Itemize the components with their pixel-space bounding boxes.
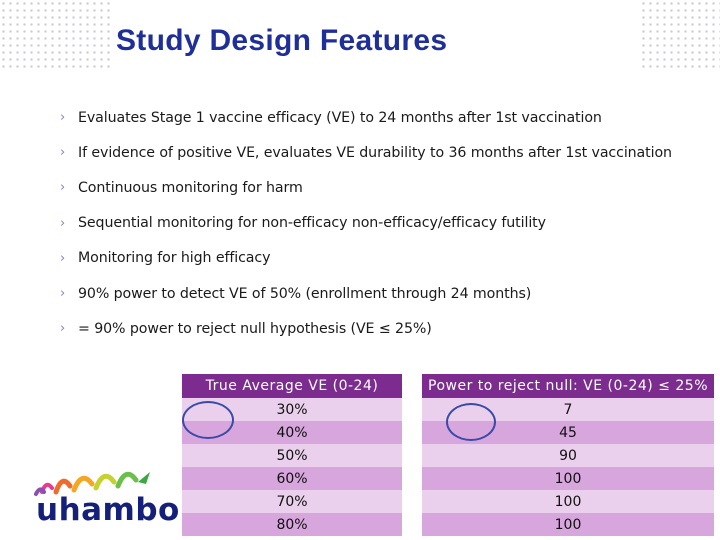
cell-power: 45	[422, 421, 714, 444]
chevron-bullet-icon: ›	[60, 215, 66, 231]
table-header-row	[182, 374, 714, 398]
bullet-list	[60, 100, 710, 346]
power-table	[182, 374, 714, 536]
bullet-item	[60, 206, 710, 241]
chevron-bullet-icon: ›	[60, 110, 66, 126]
cell-power: 100	[422, 513, 714, 536]
decorative-dots-left	[0, 0, 110, 72]
table-row	[182, 467, 714, 490]
bullet-text: Continuous monitoring for harm	[78, 179, 303, 196]
chevron-bullet-icon: ›	[60, 145, 66, 161]
table-row	[182, 444, 714, 467]
highlight-circle-right	[446, 403, 496, 441]
bullet-text: 90% power to detect VE of 50% (enrollment through 24 months)	[78, 285, 532, 302]
bullet-text: Monitoring for high efficacy	[78, 250, 271, 267]
bullet-item	[60, 135, 710, 170]
bullet-item	[60, 100, 710, 135]
cell-power: 90	[422, 444, 714, 467]
slide-title: Study Design Features	[116, 24, 448, 57]
chevron-bullet-icon: ›	[60, 180, 66, 196]
bullet-text: If evidence of positive VE, evaluates VE durability to 36 months after 1st vaccination	[78, 144, 672, 161]
chevron-bullet-icon: ›	[60, 321, 66, 337]
chevron-bullet-icon: ›	[60, 250, 66, 266]
cell-gap	[402, 421, 422, 444]
header-true-average-ve: True Average VE (0-24)	[182, 374, 402, 398]
cell-ve: 60%	[182, 467, 402, 490]
cell-power: 7	[422, 398, 714, 421]
cell-gap	[402, 490, 422, 513]
cell-gap	[402, 444, 422, 467]
bullet-text: = 90% power to reject null hypothesis (VE ≤ 25%)	[78, 320, 432, 337]
bullet-item	[60, 170, 710, 205]
decorative-dots-right	[640, 0, 720, 72]
header-power: Power to reject null: VE (0-24) ≤ 25%	[422, 374, 714, 398]
cell-ve: 70%	[182, 490, 402, 513]
cell-ve: 30%	[182, 398, 402, 421]
chevron-bullet-icon: ›	[60, 286, 66, 302]
bullet-item	[60, 241, 710, 276]
cell-gap	[402, 467, 422, 490]
bullet-text: Evaluates Stage 1 vaccine efficacy (VE) to 24 months after 1st vaccination	[78, 109, 602, 126]
bullet-item	[60, 311, 710, 346]
cell-ve: 50%	[182, 444, 402, 467]
table-row	[182, 490, 714, 513]
cell-power: 100	[422, 490, 714, 513]
cell-ve: 40%	[182, 421, 402, 444]
cell-ve: 80%	[182, 513, 402, 536]
header-gap	[402, 374, 422, 398]
bullet-text: Sequential monitoring for non-efficacy non-efficacy/efficacy futility	[78, 215, 546, 232]
cell-gap	[402, 398, 422, 421]
bullet-item	[60, 276, 710, 311]
cell-power: 100	[422, 467, 714, 490]
highlight-circle-left	[182, 401, 234, 439]
cell-gap	[402, 513, 422, 536]
table-row	[182, 513, 714, 536]
logo-wordmark: uhambo	[36, 492, 180, 528]
